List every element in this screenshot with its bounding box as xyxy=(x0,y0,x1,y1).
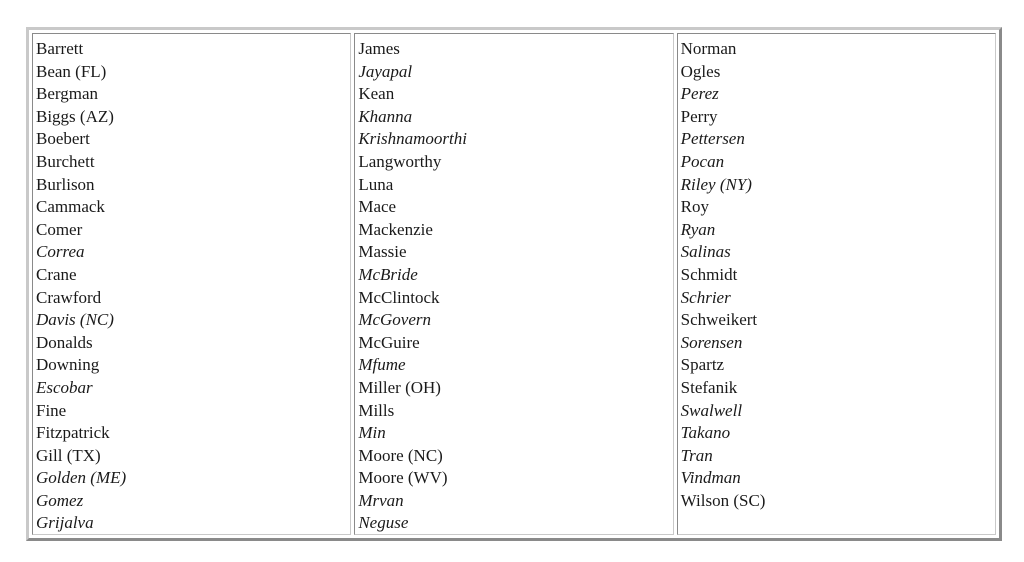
name-entry: Spartz xyxy=(680,355,725,375)
name-entry: Gill (TX) xyxy=(36,445,101,465)
name-entry: Takano xyxy=(680,423,731,443)
name-entry: Schmidt xyxy=(680,264,738,284)
name-entry: Crawford xyxy=(36,287,102,307)
name-entry: Golden (ME) xyxy=(36,468,127,488)
name-entry: Boebert xyxy=(36,129,90,149)
name-entry: Langworthy xyxy=(358,151,442,171)
name-entry: Downing xyxy=(36,355,100,375)
name-entry: Krishnamoorthi xyxy=(358,129,467,149)
name-entry: Grijalva xyxy=(36,513,94,533)
names-column-2 xyxy=(354,33,673,535)
name-entry: Pettersen xyxy=(680,129,745,149)
name-entry: Swalwell xyxy=(680,400,743,420)
name-entry: Fine xyxy=(36,400,67,420)
name-entry: Neguse xyxy=(358,513,409,533)
name-entry: Vindman xyxy=(680,468,741,488)
name-entry: Sorensen xyxy=(680,332,743,352)
names-column-3 xyxy=(677,33,996,535)
name-entry: Wilson (SC) xyxy=(680,490,766,510)
name-entry: Donalds xyxy=(36,332,93,352)
names-column-1 xyxy=(32,33,351,535)
name-entry: McGuire xyxy=(358,332,420,352)
name-entry: Mace xyxy=(358,197,397,217)
name-entry: Khanna xyxy=(358,106,413,126)
name-entry: Crane xyxy=(36,264,77,284)
name-entry: Mfume xyxy=(358,355,406,375)
name-entry: Ryan xyxy=(680,219,716,239)
name-entry: Correa xyxy=(36,242,85,262)
name-entry: McGovern xyxy=(358,310,432,330)
name-entry: Bean (FL) xyxy=(36,61,107,81)
name-entry: Schweikert xyxy=(680,310,758,330)
name-entry: Gomez xyxy=(36,490,84,510)
name-entry: McClintock xyxy=(358,287,440,307)
name-entry: James xyxy=(358,39,400,58)
name-entry: Biggs (AZ) xyxy=(36,106,114,126)
name-entry: Schrier xyxy=(680,287,731,307)
name-entry: Cammack xyxy=(36,197,105,217)
name-entry: Perez xyxy=(680,84,719,104)
name-entry: Jayapal xyxy=(358,61,413,81)
name-entry: Riley (NY) xyxy=(680,174,752,194)
name-entry: Comer xyxy=(36,219,83,239)
name-entry: Fitzpatrick xyxy=(36,423,110,443)
name-entry: Barrett xyxy=(36,39,84,58)
name-entry: Moore (WV) xyxy=(358,468,448,488)
name-entry: Perry xyxy=(680,106,718,126)
name-entry: Tran xyxy=(680,445,713,465)
name-entry: Luna xyxy=(358,174,394,194)
name-entry: Salinas xyxy=(680,242,731,262)
name-entry: Norman xyxy=(680,39,737,58)
name-entry: Davis (NC) xyxy=(36,310,114,330)
name-entry: Escobar xyxy=(36,377,93,397)
name-entry: McBride xyxy=(358,264,418,284)
name-entry: Miller (OH) xyxy=(358,377,441,397)
name-entry: Kean xyxy=(358,84,395,104)
name-entry: Mills xyxy=(358,400,395,420)
name-entry: Bergman xyxy=(36,84,99,104)
name-entry: Burchett xyxy=(36,151,95,171)
name-entry: Burlison xyxy=(36,174,95,194)
name-entry: Mrvan xyxy=(358,490,404,510)
name-entry: Massie xyxy=(358,242,407,262)
names-table xyxy=(26,27,1002,541)
name-entry: Stefanik xyxy=(680,377,738,397)
name-entry: Pocan xyxy=(680,151,725,171)
name-entry: Mackenzie xyxy=(358,219,433,239)
name-entry: Moore (NC) xyxy=(358,445,443,465)
name-entry: Ogles xyxy=(680,61,721,81)
name-entry: Roy xyxy=(680,197,709,217)
name-entry: Min xyxy=(358,423,386,443)
